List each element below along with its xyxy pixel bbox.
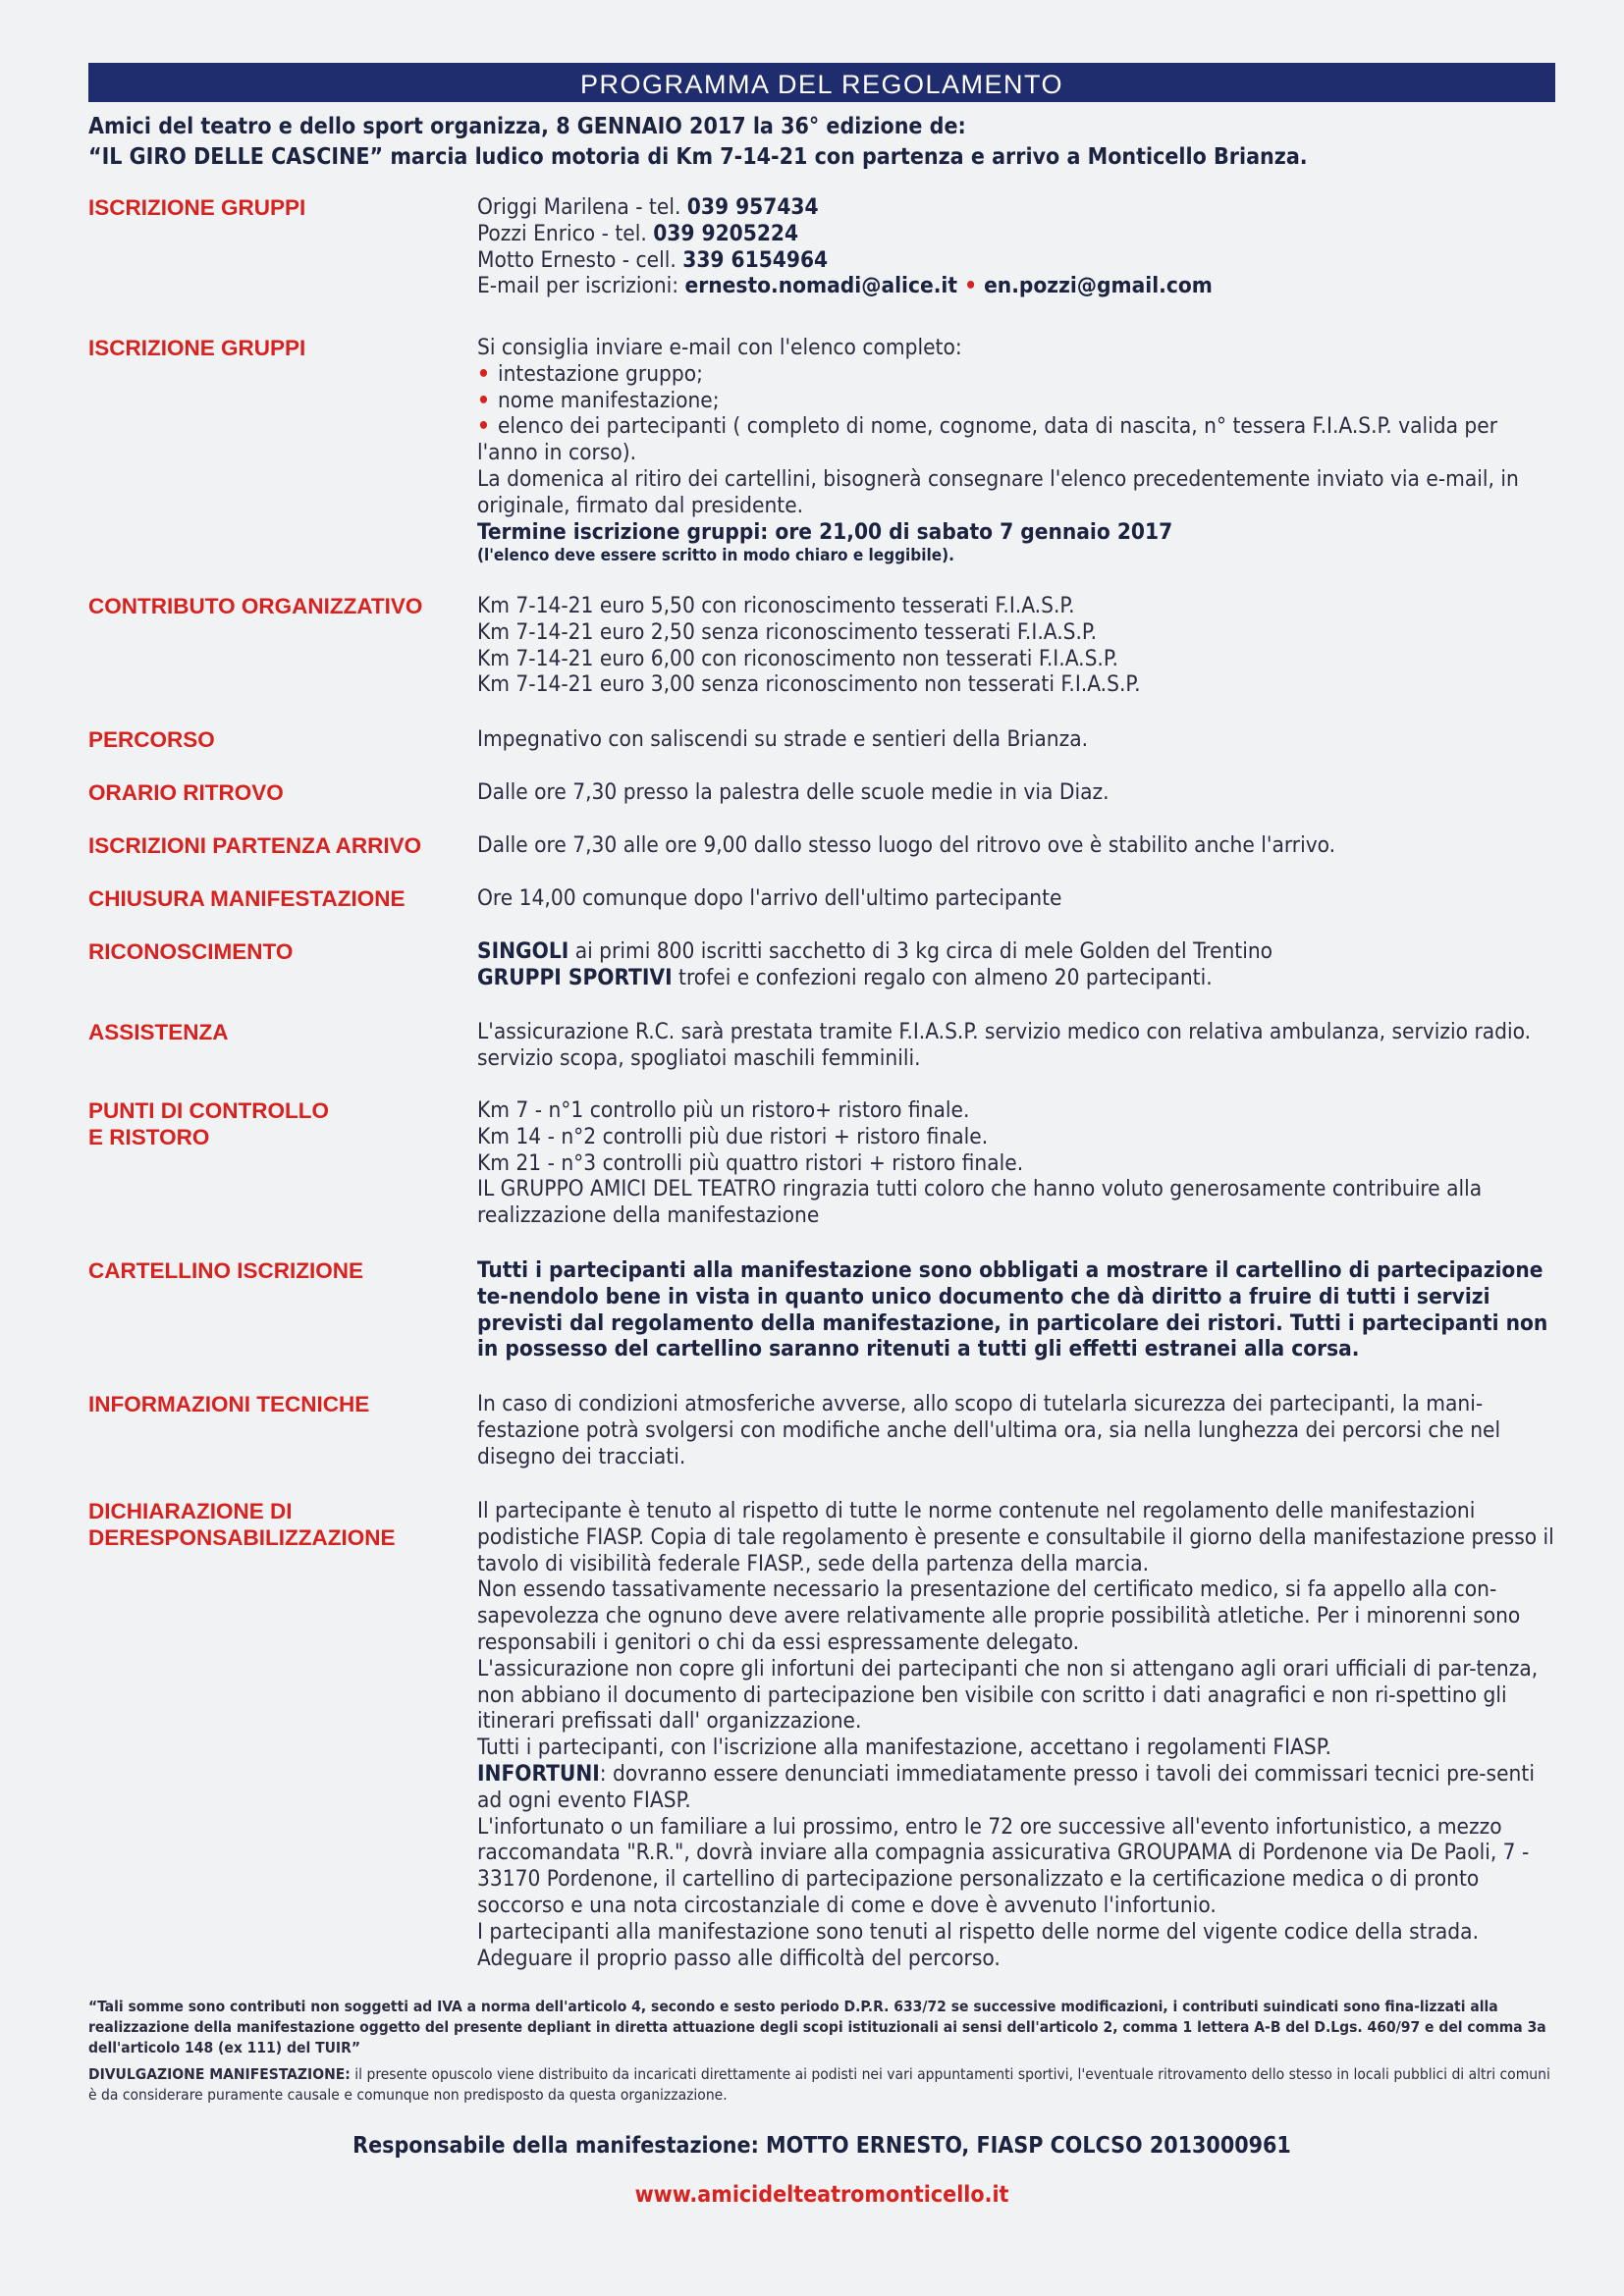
section-text: Impegnativo con saliscendi su strade e sentieri della Brianza.	[477, 726, 1089, 752]
paragraph: L'assicurazione non copre gli infortuni dei partecipanti che non si attengano agli orari ufficiali di par-tenza, non abbiano il documento di partecipazione ben visibile con scritto i dati anagrafici e non ri-spettino gli itinerari prefissati dall' organizzazione.	[477, 1655, 1539, 1735]
deadline: Termine iscrizione gruppi: ore 21,00 di sabato 7 gennaio 2017	[477, 518, 1173, 545]
section-text: Ore 14,00 comunque dopo l'arrivo dell'ultimo partecipante	[477, 885, 1062, 911]
contact-line: Pozzi Enrico - tel. 039 9205224	[477, 220, 799, 246]
section-riconoscimento	[88, 938, 1555, 1019]
checkpoint-line: Km 21 - n°3 controlli più quattro ristori + ristoro finale.	[477, 1149, 1024, 1176]
section-label: DICHIARAZIONE DI DERESPONSABILIZZAZIONE	[88, 1499, 396, 1550]
responsabile: Responsabile della manifestazione: MOTTO ERNESTO, FIASP COLCSO 2013000961	[352, 2133, 1291, 2160]
section-text: In caso di condizioni atmosferiche avverse, allo scopo di tutelarla sicurezza dei partecipanti, la mani-festazione potrà svolgersi con modifiche anche dell'ultima ora, sia nella lunghezza dei percorsi che nel disegno dei tracciati.	[477, 1391, 1501, 1469]
award-line: GRUPPI SPORTIVI trofei e confezioni regalo con almeno 20 partecipanti.	[477, 964, 1213, 990]
section-label: ORARIO RITROVO	[88, 780, 284, 805]
section-text: Tutti i partecipanti alla manifestazione sono obbligati a mostrare il cartellino di partecipazione te-nendolo bene in vista in quanto unico documento che dà diritto a fruire di tutti i servizi previsti dal regolamento della manifestazione, in particolare dei ristori. Tutti i partecipanti non in possesso del cartellino saranno ritenuti a tutti gli effetti estranei alla corsa.	[477, 1257, 1548, 1362]
section-text: Dalle ore 7,30 alle ore 9,00 dallo stesso luogo del ritrovo ove è stabilito anche l'arrivo.	[477, 832, 1336, 858]
contact-line: Motto Ernesto - cell. 339 6154964	[477, 246, 829, 273]
section-label: PERCORSO	[88, 727, 215, 752]
intro-line-1: Amici del teatro e dello sport organizza, 8 GENNAIO 2017 la 36° edizione de:	[88, 114, 966, 139]
section-percorso	[88, 726, 1555, 779]
divulgazione-note: DIVULGAZIONE MANIFESTAZIONE: il presente opuscolo viene distribuito da incaricati direttamente ai podisti nei vari appuntamenti sportivi, l'eventuale ritrovamento dello stesso in locali pubblici di altri comuni è da considerare puramente causale e comunque non predisposto da questa organizzazione.	[88, 2065, 1550, 2105]
bullet-separator: •	[957, 273, 985, 299]
paragraph: L'infortunato o un familiare a lui prossimo, entro le 72 ore successive all'evento infortunistico, a mezzo raccomandata "R.R.", dovrà inviare alla compagnia assicurativa GROUPAMA di Pordenone via De Paoli, 7 - 33170 Pordenone, il cartellino di partecipazione personalizzato e la certificazione medica o di pronto soccorso e una nota circostanziale di come e dove è avvenuto l'infortunio.	[477, 1813, 1530, 1918]
page-title: PROGRAMMA DEL REGOLAMENTO	[88, 63, 1555, 102]
section-text: Dalle ore 7,30 presso la palestra delle scuole medie in via Diaz.	[477, 779, 1110, 805]
email-link-2[interactable]: en.pozzi@gmail.com	[984, 273, 1213, 299]
section-orario-ritrovo	[88, 779, 1555, 832]
list-item: • nome manifestazione;	[477, 388, 1555, 414]
section-label: ISCRIZIONE GRUPPI	[88, 195, 306, 220]
email-line: E-mail per iscrizioni: ernesto.nomadi@alice.it • en.pozzi@gmail.com	[477, 273, 1213, 299]
section-info-tecniche	[88, 1391, 1555, 1498]
info-intro: Si consiglia inviare e-mail con l'elenco completo:	[477, 335, 962, 360]
section-label: CONTRIBUTO ORGANIZZATIVO	[88, 594, 423, 618]
checkpoint-line: IL GRUPPO AMICI DEL TEATRO ringrazia tutti coloro che hanno voluto generosamente contribuire alla realizzazione della manifestazione	[477, 1176, 1483, 1229]
section-label: ASSISTENZA	[88, 1020, 229, 1044]
list-item: • intestazione gruppo;	[477, 361, 1555, 388]
paragraph: Tutti i partecipanti, con l'iscrizione alla manifestazione, accettano i regolamenti FIASP.	[477, 1735, 1331, 1761]
section-iscrizione-info	[88, 335, 1555, 593]
checkpoint-line: Km 7 - n°1 controllo più un ristoro+ ristoro finale.	[477, 1097, 970, 1123]
checkpoint-line: Km 14 - n°2 controlli più due ristori + ristoro finale.	[477, 1123, 989, 1149]
fee-line: Km 7-14-21 euro 2,50 senza riconoscimento tesserati F.I.A.S.P.	[477, 618, 1098, 645]
fee-line: Km 7-14-21 euro 6,00 con riconoscimento non tesserati F.I.A.S.P.	[477, 645, 1118, 671]
fee-line: Km 7-14-21 euro 3,00 senza riconoscimento non tesserati F.I.A.S.P.	[477, 671, 1141, 698]
phone-number: 039 9205224	[653, 220, 799, 246]
section-label: INFORMAZIONI TECNICHE	[88, 1392, 370, 1416]
document-page	[88, 63, 1555, 2208]
tax-note: “Tali somme sono contributi non soggetti ad IVA a norma dell'articolo 4, secondo e sesto periodo D.P.R. 633/72 se successive modificazioni, i contributi suindicati sono fina-lizzati alla realizzazione della manifestazione oggetto del presente depliant in diretta attuazione degli scopi istituzionali ai sensi dell'articolo 2, comma 1 lettera A-B del D.Lgs. 460/97 e del comma 3a dell'articolo 148 (ex 111) del TUIR”	[88, 1998, 1546, 2057]
email-link-1[interactable]: ernesto.nomadi@alice.it	[684, 273, 958, 299]
paragraph: Non essendo tassativamente necessario la presentazione del certificato medico, si fa appello alla con-sapevolezza che ognuno deve avere relativamente alle proprie possibilità atletiche. Per i minorenni sono responsabili i genitori o chi da essi espressamente delegato.	[477, 1576, 1521, 1655]
list-item: • elenco dei partecipanti ( completo di nome, cognome, data di nascita, n° tessera F.I.A.S.P. valida per l'anno in corso).	[477, 413, 1555, 466]
paragraph: I partecipanti alla manifestazione sono tenuti al rispetto delle norme del vigente codice della strada. Adeguare il proprio passo alle difficoltà del percorso.	[477, 1918, 1479, 1971]
intro-line-2: “IL GIRO DELLE CASCINE” marcia ludico motoria di Km 7-14-21 con partenza e arrivo a Monticello Brianza.	[88, 144, 1308, 170]
info-paragraph: La domenica al ritiro dei cartellini, bisognerà consegnare l'elenco precedentemente inviato via e-mail, in originale, firmato dal presidente.	[477, 465, 1519, 518]
section-iscrizioni-partenza	[88, 832, 1555, 885]
section-label: CHIUSURA MANIFESTAZIONE	[88, 886, 406, 911]
section-label: CARTELLINO ISCRIZIONE	[88, 1258, 363, 1283]
section-label: PUNTI DI CONTROLLO E RISTORO	[88, 1098, 329, 1149]
deadline-note: (l'elenco deve essere scritto in modo chiaro e leggibile).	[477, 546, 954, 566]
phone-number: 339 6154964	[682, 246, 829, 273]
section-chiusura	[88, 885, 1555, 938]
section-punti-controllo	[88, 1097, 1555, 1257]
section-iscrizione-contacts	[88, 194, 1555, 335]
intro	[88, 112, 1555, 173]
section-contributo	[88, 593, 1555, 726]
website-link[interactable]: www.amicidelteatromonticello.it	[634, 2182, 1009, 2209]
section-cartellino	[88, 1257, 1555, 1391]
section-label: ISCRIZIONI PARTENZA ARRIVO	[88, 833, 422, 858]
section-dichiarazione	[88, 1498, 1555, 1971]
phone-number: 039 957434	[686, 194, 819, 220]
section-label: ISCRIZIONE GRUPPI	[88, 336, 306, 360]
sections	[88, 194, 1555, 1971]
section-assistenza	[88, 1019, 1555, 1097]
contact-line: Origgi Marilena - tel. 039 957434	[477, 194, 819, 220]
section-text: L'assicurazione R.C. sarà prestata tramite F.I.A.S.P. servizio medico con relativa ambulanza, servizio radio. servizio scopa, spogliatoi maschili femminili.	[477, 1019, 1532, 1071]
award-line: SINGOLI ai primi 800 iscritti sacchetto di 3 kg circa di mele Golden del Trentino	[477, 938, 1273, 964]
fee-line: Km 7-14-21 euro 5,50 con riconoscimento tesserati F.I.A.S.P.	[477, 593, 1075, 618]
paragraph: Il partecipante è tenuto al rispetto di tutte le norme contenute nel regolamento delle manifestazioni podistiche FIASP. Copia di tale regolamento è presente e consultabile il giorno della manifestazione presso il tavolo di visibilità federale FIASP., sede della partenza della marcia.	[477, 1498, 1554, 1576]
footnote	[88, 1997, 1555, 2106]
section-label: RICONOSCIMENTO	[88, 939, 294, 964]
paragraph: INFORTUNI: dovranno essere denunciati immediatamente presso i tavoli dei commissari tecnici pre-senti ad ogni evento FIASP.	[477, 1760, 1535, 1813]
